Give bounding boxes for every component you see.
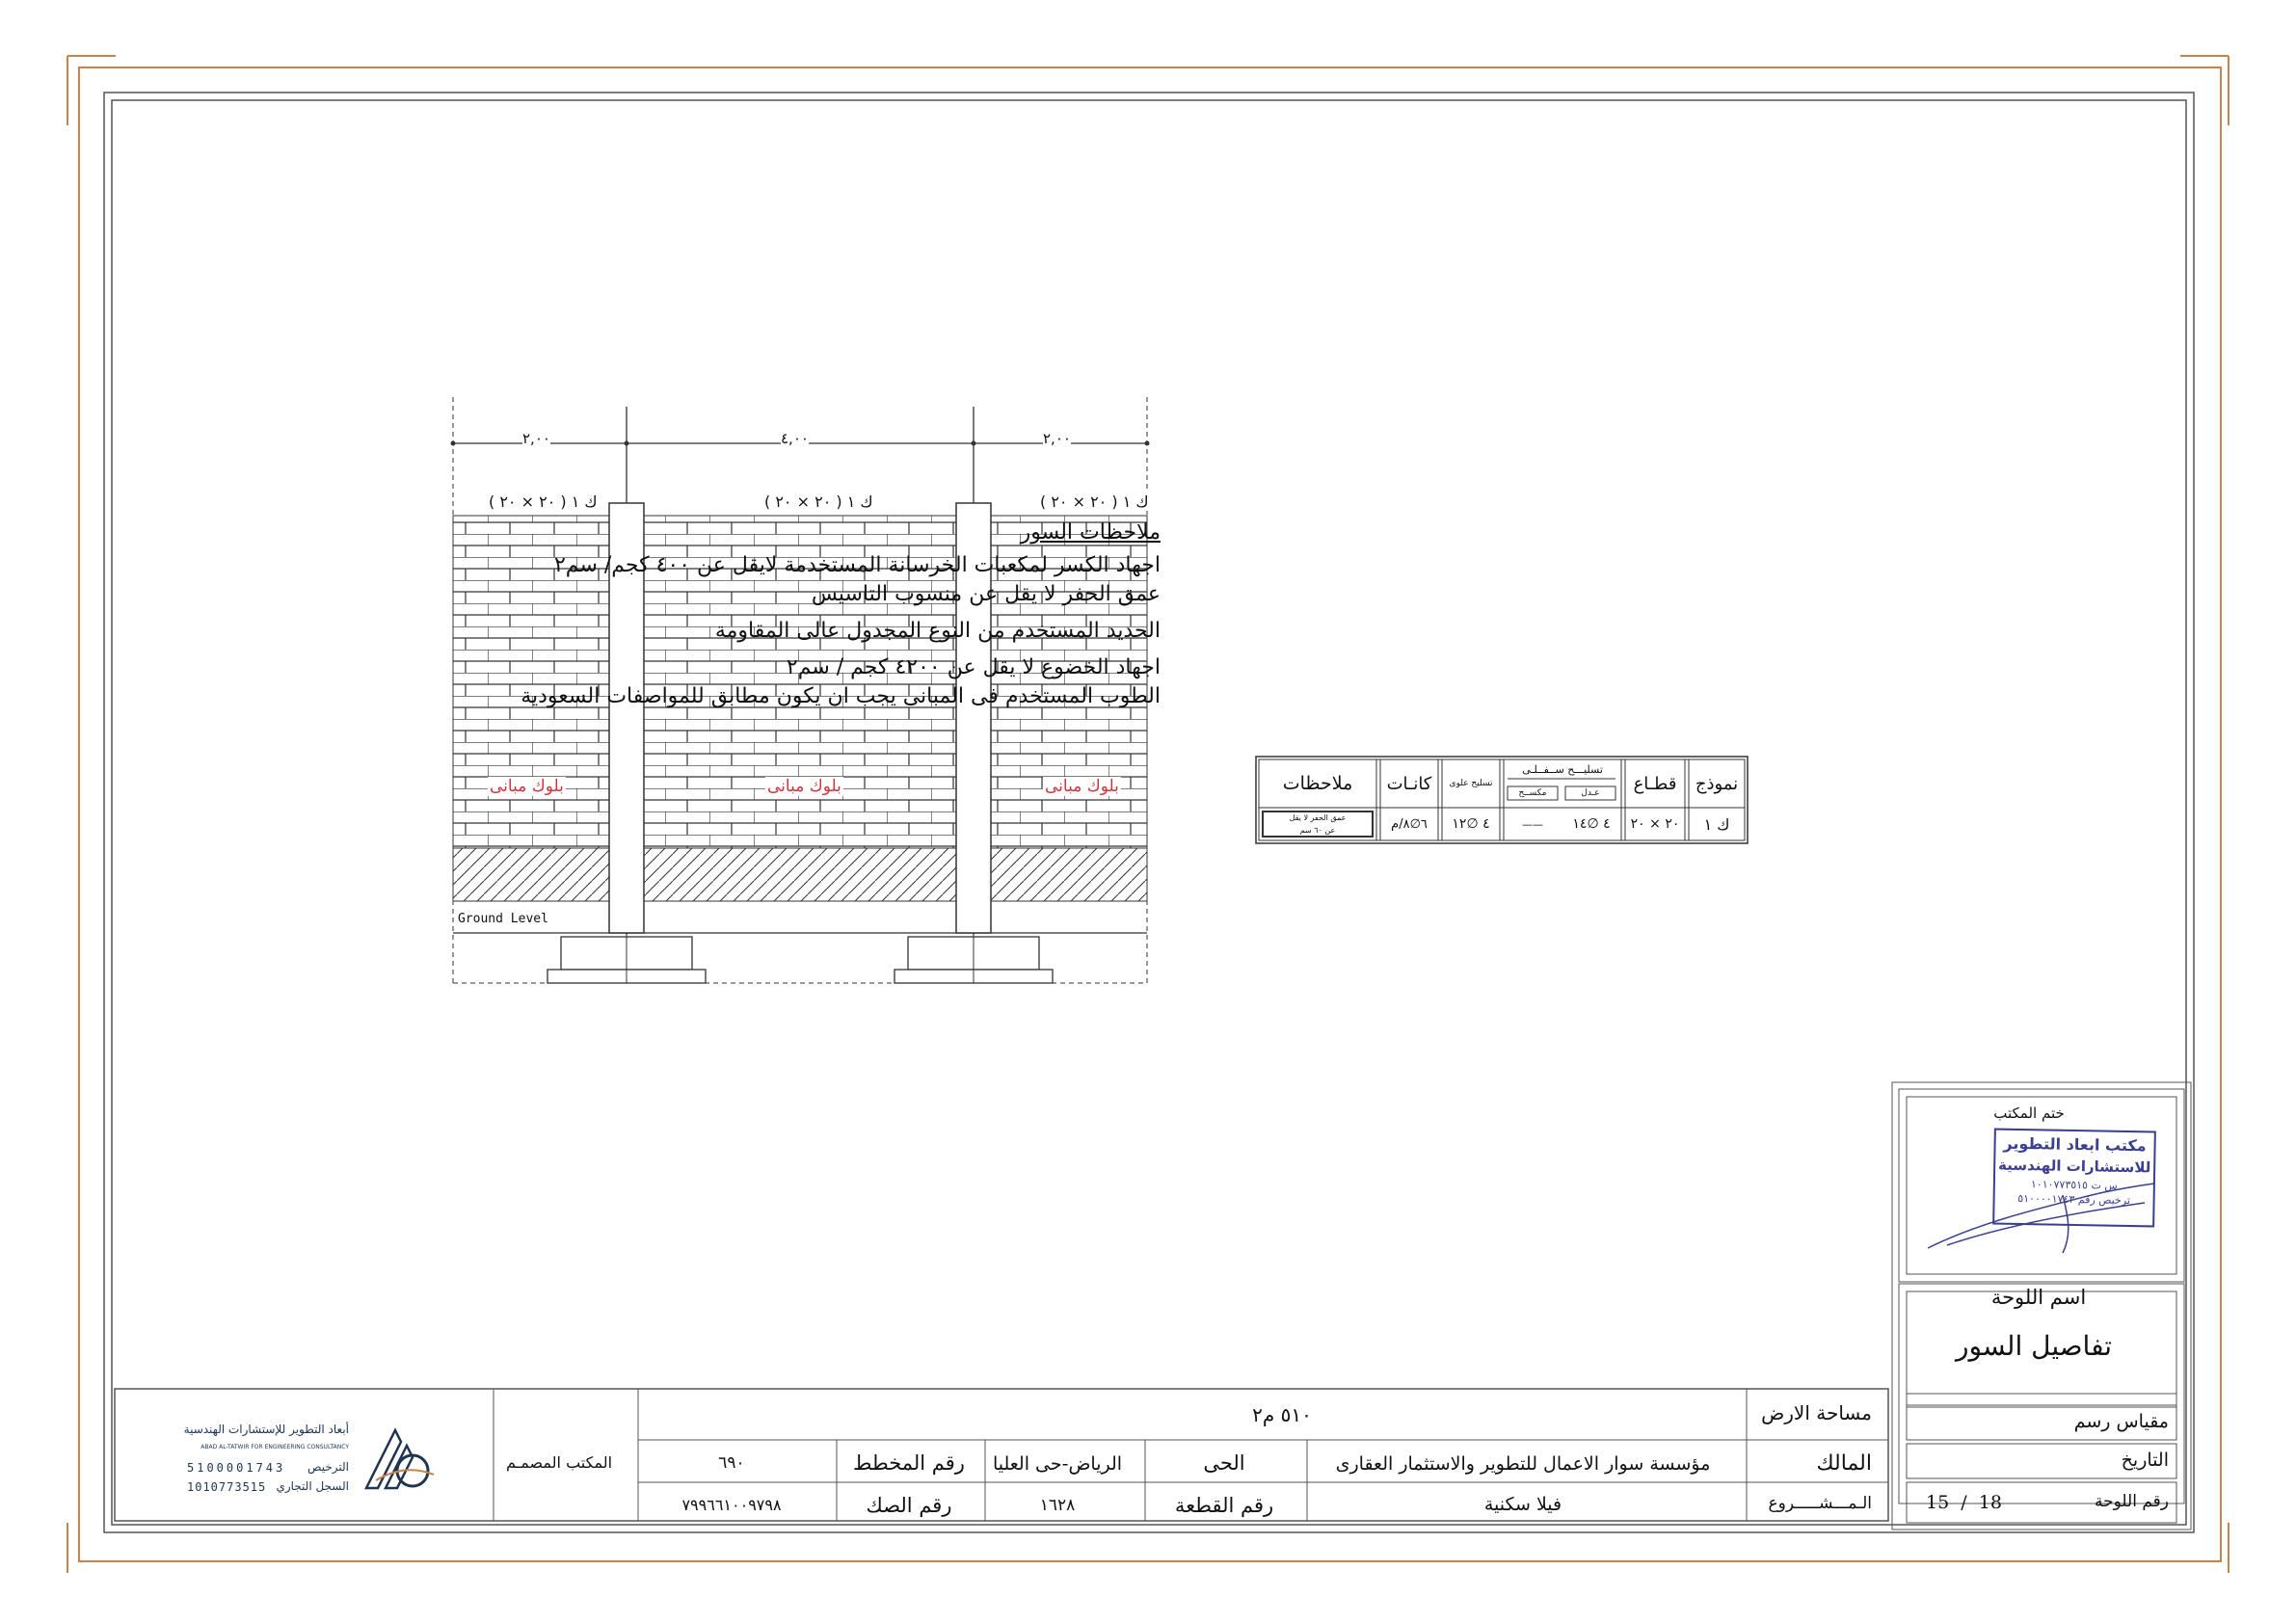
schedule-header-bottom-rebar: تسليـــح ســفــلـى [1522,762,1603,776]
note-line-4: اجهاد الخضوع لا يقل عن ٤٢٠٠ كجم / سم٢ [786,655,1161,679]
owner-label: المالك [1816,1451,1872,1476]
schedule-header-model: نموذج [1695,773,1739,794]
schedule-header-section: قطـاع [1633,773,1677,794]
dimension-right: ٢,٠٠ [1043,430,1071,447]
owner-value: مؤسسة سوار الاعمال للتطوير والاستثمار العقارى [1335,1453,1711,1475]
scale-label: مقياس رسم [2073,1411,2169,1432]
stamp-title: ختم المكتب [1993,1104,2065,1122]
sheet-name-label: اسم اللوحة [1990,1286,2087,1309]
schedule-cell-straight: ٤ ∅١٤ [1572,816,1611,832]
land-area-value: ٥١٠ م٢ [1252,1403,1312,1426]
block-label-right: بلوك مبانى [1045,777,1119,796]
schedule-header-stirrups: كانـات [1386,773,1432,794]
notes-title: ملاحظات السور [1020,520,1161,545]
plan-no-value: ٦٩٠ [718,1453,745,1473]
schedule-cell-top-rebar: ٤ ∅١٢ [1452,816,1490,832]
schedule-cell-stirrups: ٦∅٨/م [1391,816,1428,832]
company-cr-label: السجل التجاري [276,1479,349,1493]
sheet-number-label: رقم اللوحة [2095,1492,2169,1511]
note-line-5: الطوب المستخدم فى المبانى يجب ان يكون مطابق للمواصفات السعودية [521,684,1161,708]
land-area-label: مساحة الارض [1761,1401,1872,1424]
stamp-line-1: مكتب ابعاد التطوير [2003,1133,2147,1156]
schedule-cell-remarks-2: عن ٦٠ سم [1299,826,1336,835]
schedule-header-remarks: ملاحظات [1282,773,1353,794]
plot-no-value: ١٦٢٨ [1039,1496,1076,1515]
stamp-line-4: ترخيص رقم ٥١٠٠٠٠١٧٤٣ [2017,1191,2131,1208]
dimension-middle: ٤,٠٠ [781,430,809,447]
plot-no-label: رقم القطعة [1174,1494,1274,1517]
district-label: الحى [1203,1451,1245,1475]
company-name-ar: أبعاد التطوير للإستشارات الهندسية [183,1423,349,1436]
note-line-3: الحديد المستخدم من النوع المجدول عالى المقاومة [714,619,1161,643]
stamp-line-2: للاستشارات الهندسية [1997,1156,2151,1177]
column-label-right: ك ١ ( ٢٠ × ٢٠ ) [1037,492,1152,511]
ground-level-label: Ground Level [458,912,548,926]
column-label-left: ك ١ ( ٢٠ × ٢٠ ) [486,492,601,511]
company-name-en: ABAD AL-TATWIR FOR ENGINEERING CONSULTANCY [200,1444,349,1450]
schedule-header-top-rebar: تسليح علوى [1449,779,1493,788]
company-logo-icon [357,1421,440,1498]
company-license-no: 5100001743 [187,1461,286,1475]
company-license-label: الترخيص [307,1460,349,1474]
company-cr-no: 1010773515 [187,1480,267,1494]
block-label-left: بلوك مبانى [490,777,564,796]
sheet-number-value: 15 / 18 [1926,1492,2002,1513]
project-label: الـمـــشـــــروع [1768,1494,1872,1513]
note-line-2: عمق الحفر لا يقل عن منسوب التاسيس [811,582,1161,606]
column-schedule-table [1255,756,1749,844]
schedule-cell-model: ك ١ [1703,814,1730,834]
sheet-name-value: تفاصيل السور [1955,1330,2113,1362]
schedule-cell-bent: —— [1522,817,1543,831]
plan-no-label: رقم المخطط [853,1451,965,1475]
schedule-header-straight: عـدل [1581,788,1600,798]
dimension-left: ٢,٠٠ [522,430,550,447]
schedule-cell-section: ٢٠ × ٢٠ [1630,816,1680,832]
date-label: التاريخ [2121,1450,2169,1471]
district-value: الرياض-حى العليا [992,1453,1123,1475]
note-line-1: اجهاد الكسر لمكعبات الخرسانة المستخدمة لايقل عن ٤٠٠ كجم/ سم٢ [553,553,1161,577]
stamp-line-3: س ت ١٠١٠٧٧٣٥١٥ [2030,1178,2118,1192]
designer-label: المكتب المصمـم [505,1453,613,1472]
project-value: فيلا سكنية [1483,1494,1562,1515]
deed-no-value: ٧٩٩٦٦١٠٠٩٧٩٨ [681,1496,782,1514]
column-label-middle: ك ١ ( ٢٠ × ٢٠ ) [761,492,876,511]
deed-no-label: رقم الصك [866,1494,952,1517]
signature-icon [1918,1157,2169,1263]
schedule-cell-remarks-1: عمق الحفر لا يقل [1289,813,1347,822]
block-label-middle: بلوك مبانى [767,777,841,796]
schedule-header-bent: مكســح [1518,788,1547,798]
